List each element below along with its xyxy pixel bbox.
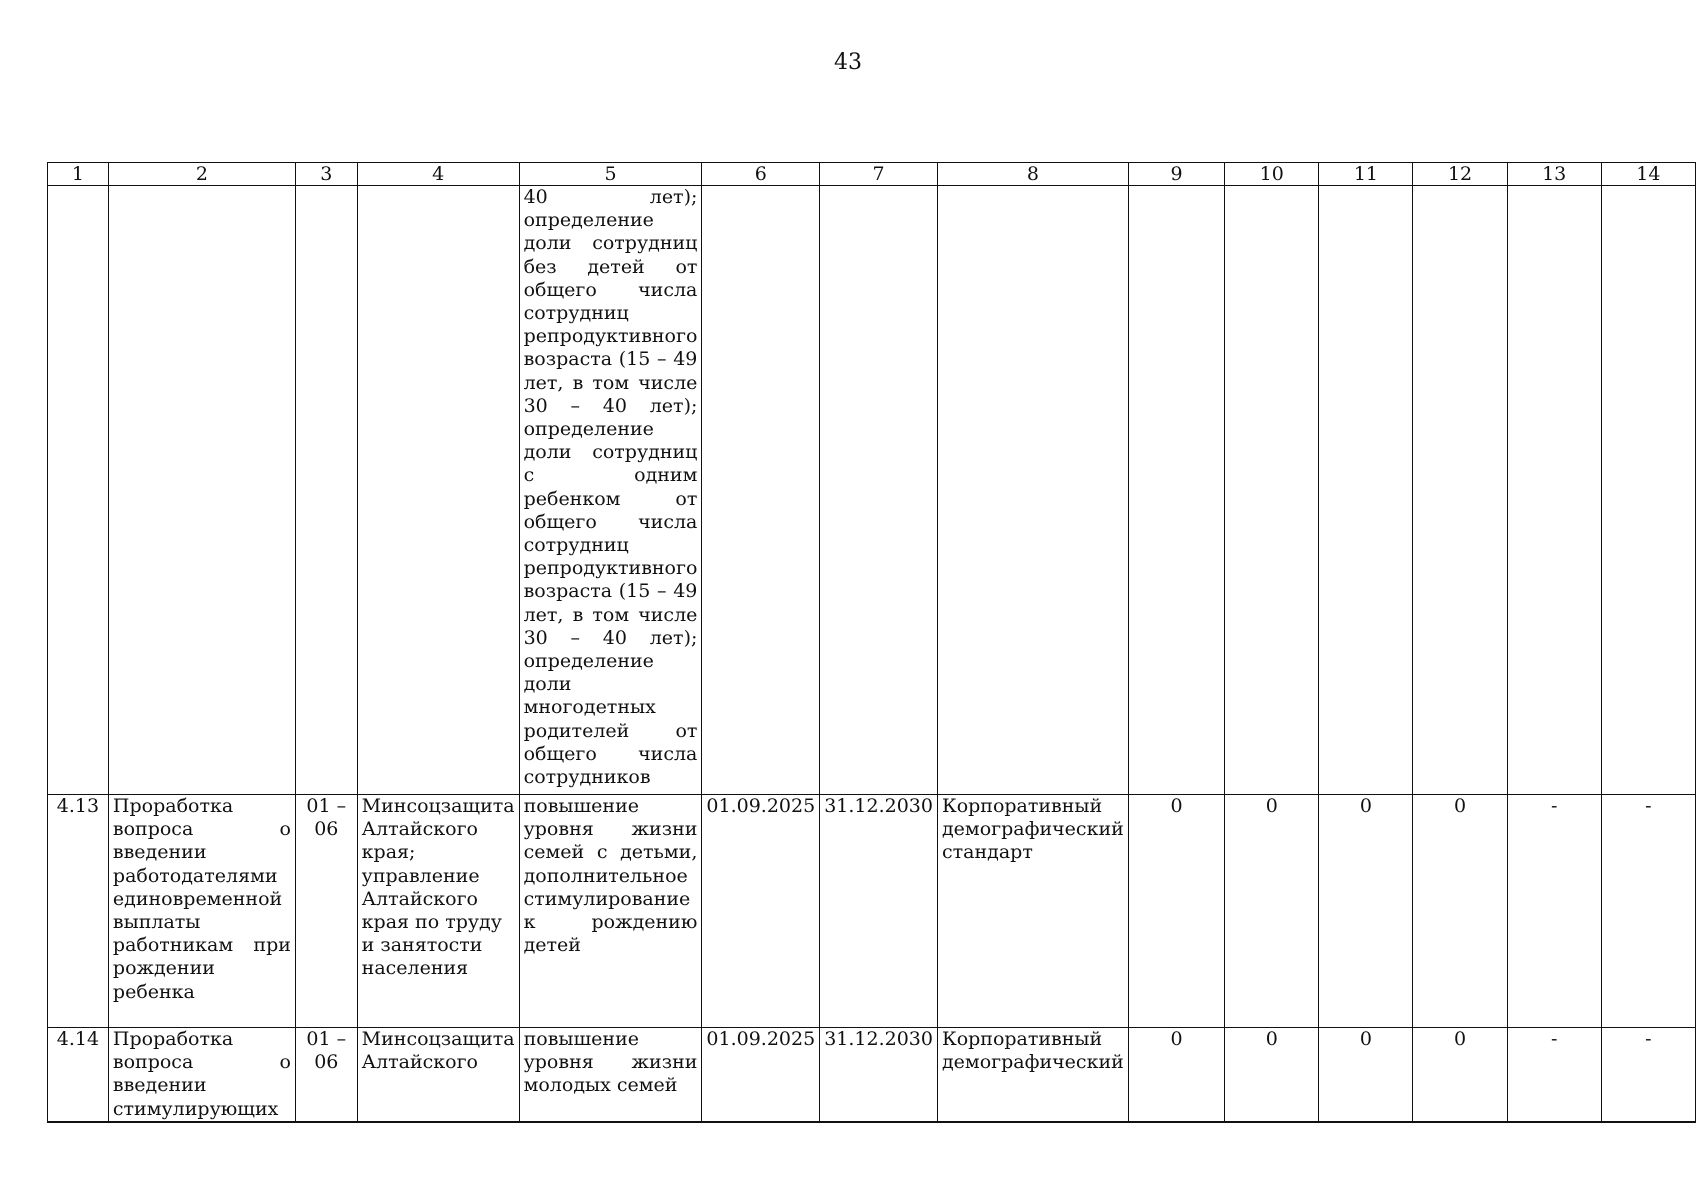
column-header: 6 xyxy=(702,163,820,186)
table-cell: 01 – 06 xyxy=(295,1028,357,1122)
table-cell: - xyxy=(1507,1028,1601,1122)
column-header: 9 xyxy=(1128,163,1224,186)
table-cell: - xyxy=(1507,795,1601,1028)
table-cell: 0 xyxy=(1225,795,1319,1028)
column-header: 3 xyxy=(295,163,357,186)
table-cell: - xyxy=(1601,795,1695,1028)
row-number-cell: 4.14 xyxy=(48,1028,109,1122)
row-number-cell: 4.13 xyxy=(48,795,109,1028)
table-cell xyxy=(48,186,109,795)
table-cell xyxy=(1413,186,1507,795)
table-cell: повышение уровня жизни семей с детьми, дополнительное стимулирование к рождению детей xyxy=(519,795,702,1028)
table-cell: Минсоцзащита Алтайского xyxy=(357,1028,519,1122)
document-table xyxy=(47,162,1696,1123)
table-cell: 01 – 06 xyxy=(295,795,357,1028)
table-cell xyxy=(702,186,820,795)
column-header: 10 xyxy=(1225,163,1319,186)
table-cell xyxy=(1128,186,1224,795)
table-cell xyxy=(820,186,938,795)
table-row xyxy=(48,795,1696,1028)
page-number: 43 xyxy=(834,50,862,75)
date-start-cell: 01.09.2025 xyxy=(702,795,820,1028)
table-row xyxy=(48,1028,1696,1122)
column-header: 1 xyxy=(48,163,109,186)
table-cell xyxy=(295,186,357,795)
table-cell: 0 xyxy=(1319,1028,1413,1122)
column-header: 4 xyxy=(357,163,519,186)
table-cell: Корпоративный демографический xyxy=(937,1028,1128,1122)
table-cell xyxy=(357,186,519,795)
table-cell: 0 xyxy=(1413,795,1507,1028)
table-cell: 0 xyxy=(1319,795,1413,1028)
date-start-cell: 01.09.2025 xyxy=(702,1028,820,1122)
column-number-row xyxy=(48,163,1696,186)
column-header: 7 xyxy=(820,163,938,186)
table-cell: Корпоративный демографический стандарт xyxy=(937,795,1128,1028)
table-cell xyxy=(937,186,1128,795)
table-cell: Минсоцзащита Алтайского края; управление Алтайского края по труду и занятости населения xyxy=(357,795,519,1028)
table-row xyxy=(48,186,1696,795)
date-end-cell: 31.12.2030 xyxy=(820,1028,938,1122)
table-cell: повышение уровня жизни молодых семей xyxy=(519,1028,702,1122)
date-end-cell: 31.12.2030 xyxy=(820,795,938,1028)
table-cell xyxy=(1319,186,1413,795)
table-cell: 0 xyxy=(1413,1028,1507,1122)
table-cell xyxy=(1225,186,1319,795)
table-cell: 40 лет); определение доли сотрудниц без детей от общего числа сотрудниц репродуктивного возраста (15 – 49 лет, в том числе 30 – 40 лет); определение доли сотрудниц с одним ребенком от общего числа сотрудниц репродуктивного возраста (15 – 49 лет, в том числе 30 – 40 лет); определение доли многодетных родителей от общего числа сотрудников xyxy=(519,186,702,795)
table-cell: - xyxy=(1601,1028,1695,1122)
column-header: 12 xyxy=(1413,163,1507,186)
table-cell: Проработка вопроса о введении стимулирующих xyxy=(108,1028,295,1122)
column-header: 2 xyxy=(108,163,295,186)
table-cell xyxy=(1601,186,1695,795)
column-header: 8 xyxy=(937,163,1128,186)
table-cell: Проработка вопроса о введении работодателями единовременной выплаты работникам при рождении ребенка xyxy=(108,795,295,1028)
column-header: 14 xyxy=(1601,163,1695,186)
table-cell: 0 xyxy=(1128,795,1224,1028)
table-cell: 0 xyxy=(1225,1028,1319,1122)
table-cell xyxy=(1507,186,1601,795)
table-cell: 0 xyxy=(1128,1028,1224,1122)
table-cell xyxy=(108,186,295,795)
column-header: 11 xyxy=(1319,163,1413,186)
column-header: 13 xyxy=(1507,163,1601,186)
column-header: 5 xyxy=(519,163,702,186)
